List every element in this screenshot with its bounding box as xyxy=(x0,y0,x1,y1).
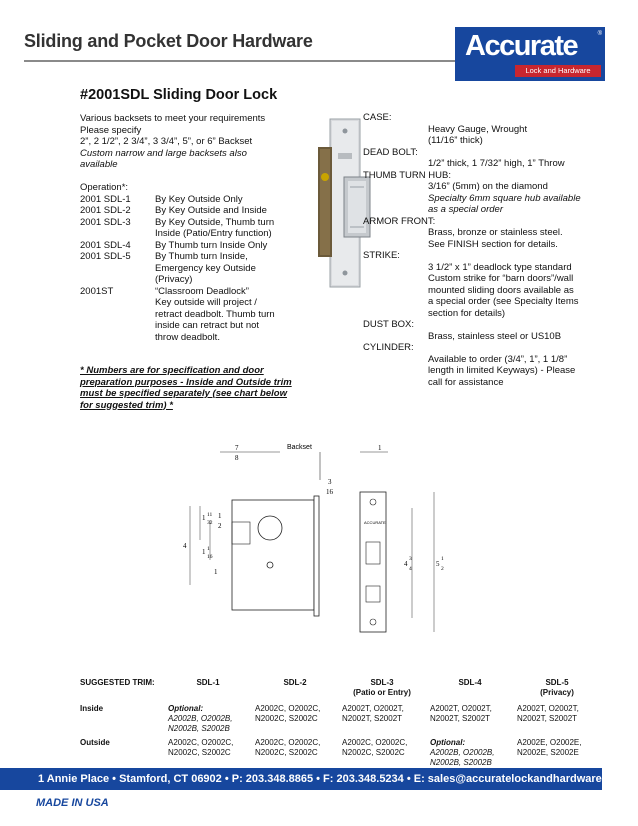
spec-value: section for details) xyxy=(428,307,506,319)
dim-front-d1-num: 3 xyxy=(409,556,412,562)
contact-footer xyxy=(0,768,628,790)
operation-description: Inside (Patio/Entry function) xyxy=(155,228,272,239)
trim-part-numbers: A2002T, O2002T, xyxy=(430,704,492,713)
operation-list xyxy=(80,194,310,344)
operation-description: “Classroom Deadlock” xyxy=(155,285,249,297)
spec-value: Available to order (3/4”, 1”, 1 1/8” xyxy=(428,353,568,365)
dim-d5: 1 xyxy=(214,568,218,576)
operation-code: 2001 SDL-2 xyxy=(80,205,131,216)
dim-front-d2-den: 2 xyxy=(441,566,444,572)
spec-label: ARMOR FRONT: xyxy=(363,215,436,227)
operation-description: retract deadbolt. Thumb turn xyxy=(155,308,275,320)
operation-row xyxy=(80,217,310,229)
operation-row xyxy=(80,297,310,309)
trim-header-label: SDL-3 xyxy=(370,678,394,687)
trim-header xyxy=(517,678,597,698)
made-in-usa: MADE IN USA xyxy=(36,797,109,809)
dim-d1-den: 32 xyxy=(207,520,213,526)
trim-header xyxy=(168,678,248,688)
operation-description: inside can retract but not xyxy=(155,320,260,331)
operation-code: 2001 SDL-1 xyxy=(80,193,131,205)
spec-label: CYLINDER: xyxy=(363,342,414,353)
spec-label: THUMB TURN HUB: xyxy=(363,169,451,181)
dim-top-frac-num: 7 xyxy=(235,444,239,452)
trim-part-numbers: A2002B, O2002B, xyxy=(168,714,233,723)
operation-code: 2001 SDL-3 xyxy=(80,216,131,228)
trim-cell xyxy=(342,704,404,724)
dim-right-frac-den: 16 xyxy=(326,488,333,496)
trim-header-sub: (Patio or Entry) xyxy=(353,688,411,697)
operation-row xyxy=(80,263,310,275)
spec-value: Custom strike for “barn doors”/wall xyxy=(428,273,574,284)
trim-part-numbers: A2002C, O2002C, xyxy=(255,704,321,713)
dim-d4: 4 xyxy=(183,542,187,550)
trim-optional-label: Optional: xyxy=(168,704,204,713)
trim-part-numbers: N2002B, S2002B xyxy=(430,758,492,767)
trim-part-numbers: A2002T, O2002T, xyxy=(517,704,579,713)
spec-value: 3 1/2” x 1” deadlock type standard xyxy=(428,261,572,273)
trim-part-numbers: N2002C, S2002C xyxy=(255,714,318,723)
operation-description: Key outside will project / xyxy=(155,297,257,308)
spec-value: as a special order xyxy=(428,204,503,215)
specifications-section xyxy=(363,112,613,388)
trim-part-numbers: A2002C, O2002C, xyxy=(342,738,408,747)
backset-line: Custom narrow and large backsets also xyxy=(80,147,247,159)
spec-value: Brass, bronze or stainless steel. xyxy=(428,227,563,238)
trim-header xyxy=(80,678,170,688)
dim-front-d2-num: 1 xyxy=(441,556,444,562)
dim-d3-whole: 1 xyxy=(202,548,206,556)
trim-header xyxy=(255,678,335,688)
spec-value: mounted sliding doors available as xyxy=(428,284,574,296)
operation-row xyxy=(80,274,310,286)
trim-row-label: Outside xyxy=(80,738,110,747)
operation-row xyxy=(80,194,310,206)
backset-line: Please specify xyxy=(80,124,142,136)
operation-code: 2001 SDL-5 xyxy=(80,251,131,262)
trim-cell xyxy=(517,738,582,758)
trim-cell xyxy=(255,738,320,758)
operation-row xyxy=(80,286,310,298)
spec-label: CASE: xyxy=(363,112,392,123)
specification-note: * Numbers are for specification and door preparation purposes - Inside and Outside trim must be specified separately (see chart below for suggested trim) * xyxy=(80,365,292,411)
dim-top-frac-den: 8 xyxy=(235,454,239,462)
trim-part-numbers: N2002T, S2002T xyxy=(517,714,578,723)
dim-d3-num: 1 xyxy=(207,546,210,552)
dim-d1-num: 11 xyxy=(207,512,213,518)
trim-row-label: Inside xyxy=(80,704,104,713)
trim-part-numbers: N2002C, S2002C xyxy=(168,748,231,757)
backset-line: available xyxy=(80,159,118,170)
trim-part-numbers: A2002C, O2002C, xyxy=(255,738,321,747)
trim-part-numbers: A2002B, O2002B, xyxy=(430,748,495,757)
product-title: #2001SDL Sliding Door Lock xyxy=(80,87,278,103)
operation-row xyxy=(80,332,310,344)
spec-value: length in limited Keyways) - Please xyxy=(428,365,576,376)
logo-tagline: Lock and Hardware xyxy=(515,65,601,77)
dim-d3-den: 16 xyxy=(207,554,213,560)
spec-value: call for assistance xyxy=(428,376,504,388)
trim-part-numbers: N2002T, S2002T xyxy=(430,714,491,723)
page-title: Sliding and Pocket Door Hardware xyxy=(24,31,313,51)
dim-front-d1-whole: 4 xyxy=(404,560,408,568)
spec-value: (11/16” thick) xyxy=(428,135,483,146)
front-dimension-drawing xyxy=(350,440,470,640)
operation-description: throw deadbolt. xyxy=(155,331,220,343)
spec-value: Brass, stainless steel or US10B xyxy=(428,330,562,342)
dim-d1-whole: 1 xyxy=(202,514,206,522)
operation-row xyxy=(80,240,310,252)
trim-cell xyxy=(255,704,320,724)
operation-heading: Operation*: xyxy=(80,182,129,193)
dim-front-d1-den: 4 xyxy=(409,566,412,572)
logo-trademark: ® xyxy=(597,31,602,37)
trim-header-label: SDL-4 xyxy=(458,678,482,687)
operation-row xyxy=(80,320,310,332)
trim-cell xyxy=(430,738,495,768)
trim-part-numbers: N2002C, S2002C xyxy=(342,748,405,757)
trim-header-label: SDL-5 xyxy=(545,678,569,687)
spec-value: 1/2” thick, 1 7/32” high, 1” Throw xyxy=(428,158,565,169)
backset-description xyxy=(80,113,310,171)
trim-part-numbers: N2002C, S2002C xyxy=(255,748,318,757)
dim-front-d2-whole: 5 xyxy=(436,560,440,568)
spec-label: DUST BOX: xyxy=(363,319,415,330)
dim-d2-num: 1 xyxy=(218,512,222,520)
operation-description: By Key Outside and Inside xyxy=(155,205,267,216)
operation-row xyxy=(80,251,310,263)
backset-label: Backset xyxy=(287,444,312,451)
operation-row xyxy=(80,228,310,240)
operation-description: By Thumb turn Inside, xyxy=(155,251,248,262)
trim-header-label: SDL-2 xyxy=(283,678,307,687)
trim-part-numbers: A2002T, O2002T, xyxy=(342,704,404,713)
spec-label: STRIKE: xyxy=(363,250,400,261)
trim-header-label: SUGGESTED TRIM: xyxy=(80,678,155,687)
trim-header-label: SDL-1 xyxy=(196,678,220,687)
trim-part-numbers: A2002C, O2002C, xyxy=(168,738,234,747)
backset-and-operation-section xyxy=(80,113,310,343)
operation-description: By Key Outside Only xyxy=(155,193,243,205)
trim-part-numbers: A2002E, O2002E, xyxy=(517,738,582,747)
trim-header xyxy=(342,678,422,698)
operation-code: 2001ST xyxy=(80,285,114,297)
operation-description: (Privacy) xyxy=(155,274,193,285)
trim-cell xyxy=(430,704,492,724)
spec-value: 3/16” (5mm) on the diamond xyxy=(428,181,548,192)
side-dimension-drawing xyxy=(170,440,338,620)
spec-value: Specialty 6mm square hub available xyxy=(428,192,581,204)
spec-value: See FINISH section for details. xyxy=(428,238,558,250)
dim-right-frac-num: 3 xyxy=(328,478,332,486)
accurate-logo xyxy=(455,27,605,81)
backset-line: 2”, 2 1/2”, 2 3/4”, 3 3/4”, 5”, or 6” Backset xyxy=(80,136,253,147)
operation-code: 2001 SDL-4 xyxy=(80,239,131,251)
trim-part-numbers: N2002E, S2002E xyxy=(517,748,579,757)
spec-value: a special order (see Specialty Items xyxy=(428,296,579,307)
trim-cell xyxy=(168,738,233,758)
dim-front-top: 1 xyxy=(378,444,382,452)
faceplate-stamp: ACCURATE xyxy=(364,520,386,525)
operation-description: Emergency key Outside xyxy=(155,262,256,274)
operation-row xyxy=(80,205,310,217)
trim-optional-label: Optional: xyxy=(430,738,466,747)
trim-part-numbers: N2002B, S2002B xyxy=(168,724,230,733)
operation-description: By Key Outside, Thumb turn xyxy=(155,216,275,228)
trim-cell xyxy=(168,704,233,734)
operation-description: By Thumb turn Inside Only xyxy=(155,239,268,251)
spec-value: Heavy Gauge, Wrought xyxy=(428,123,528,135)
spec-label: DEAD BOLT: xyxy=(363,146,418,158)
dim-d2-den: 2 xyxy=(218,522,222,530)
trim-cell xyxy=(342,738,407,758)
trim-header xyxy=(430,678,510,688)
trim-cell xyxy=(517,704,579,724)
trim-header-sub: (Privacy) xyxy=(540,688,574,697)
contact-info: 1 Annie Place • Stamford, CT 06902 • P: 203.348.8865 • F: 203.348.5234 • E: sales@accuratelockandhardware.com xyxy=(38,773,628,785)
backset-line: Various backsets to meet your requirements xyxy=(80,113,266,124)
logo-wordmark: Accurate xyxy=(465,30,578,62)
trim-part-numbers: N2002T, S2002T xyxy=(342,714,403,723)
operation-row xyxy=(80,309,310,321)
